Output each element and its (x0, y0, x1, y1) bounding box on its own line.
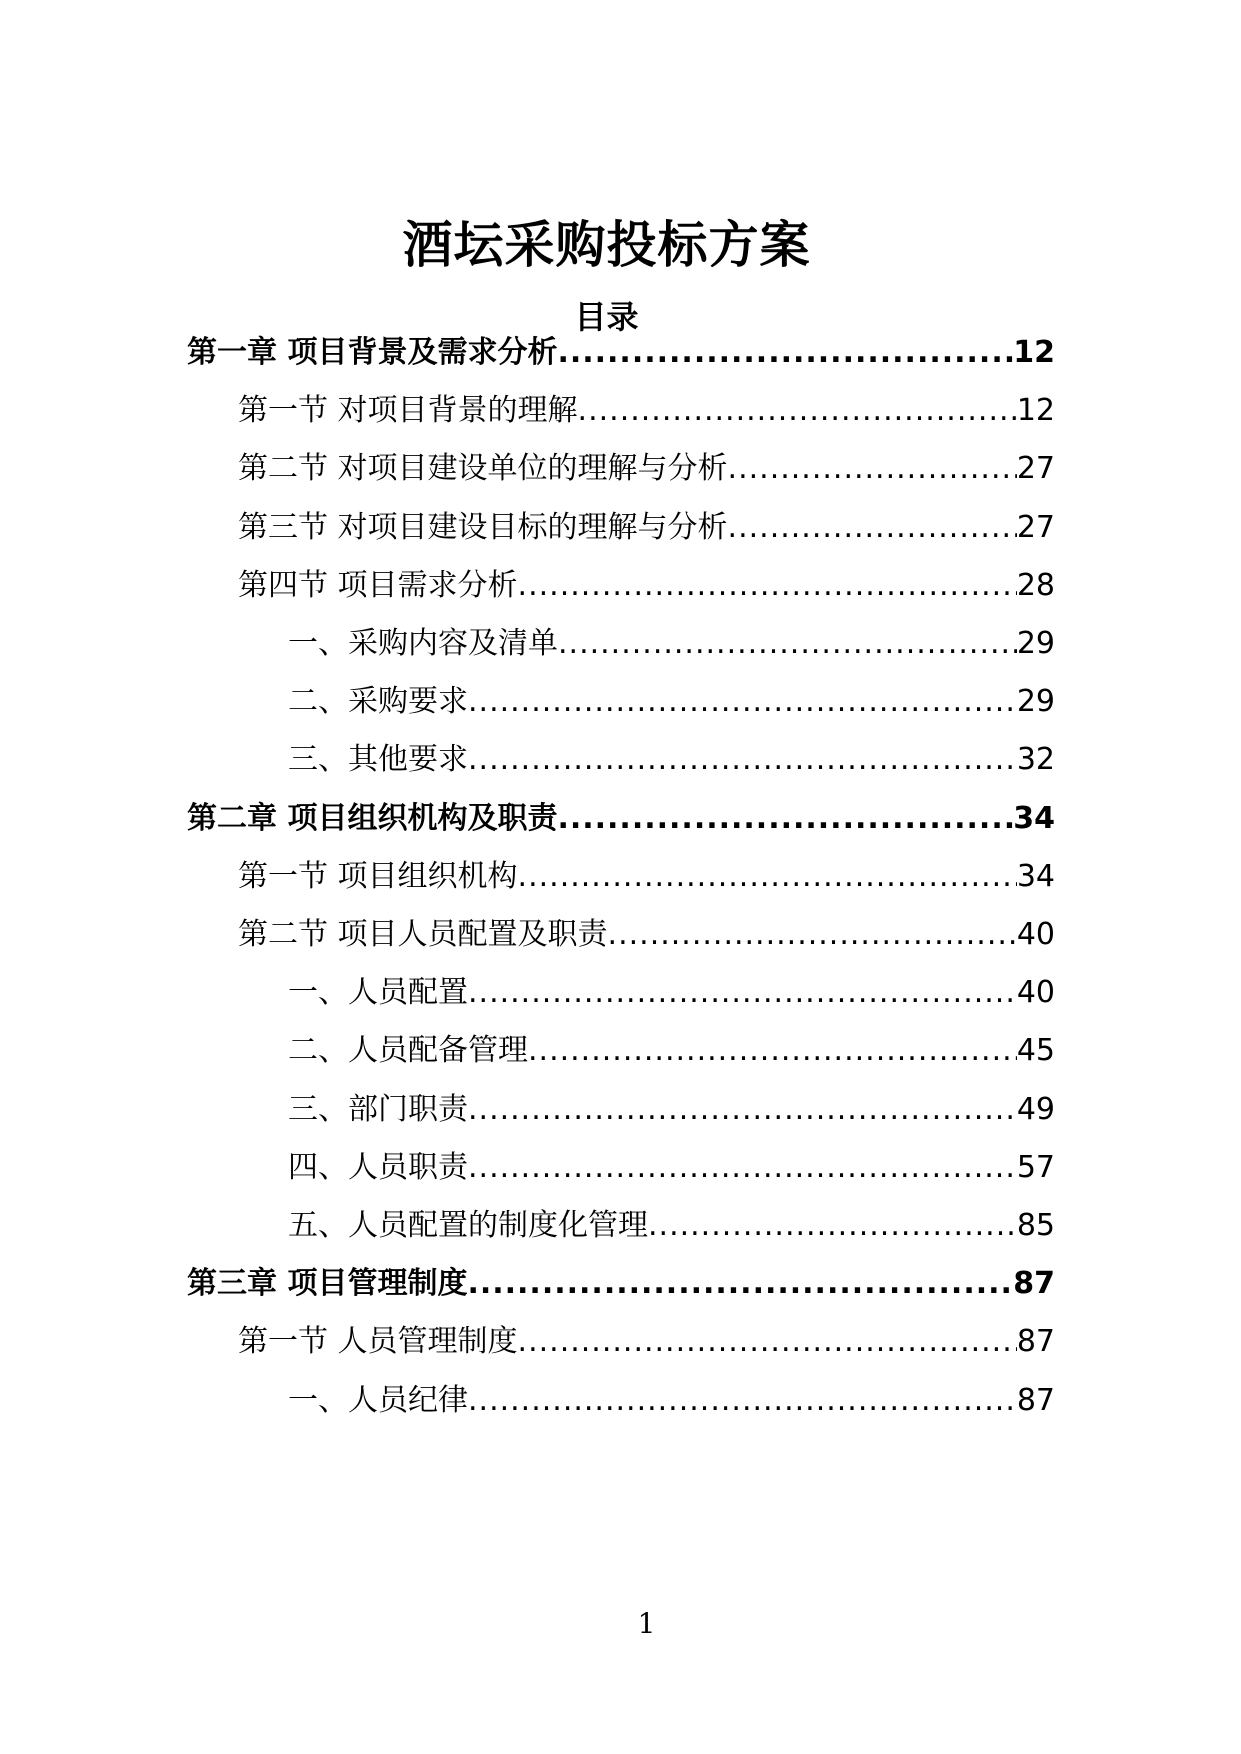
toc-entry[interactable] (288, 1026, 1055, 1076)
toc-dot-leader (468, 1143, 1017, 1193)
toc-entry-title: 第四节 项目需求分析 (238, 568, 518, 603)
toc-entry-title: 第一节 对项目背景的理解 (238, 393, 578, 428)
toc-dot-leader (578, 386, 1017, 436)
toc-heading: 目录 (574, 297, 639, 336)
toc-entry[interactable] (238, 1317, 1055, 1367)
toc-dot-leader (608, 910, 1017, 960)
toc-entry-title: 三、其他要求 (288, 742, 468, 777)
toc-entry[interactable] (187, 794, 1055, 844)
toc-dot-leader (528, 1026, 1017, 1076)
toc-dot-leader (467, 1259, 1013, 1309)
toc-dot-leader (468, 1085, 1017, 1135)
toc-entry-page-number: 27 (1016, 451, 1055, 486)
toc-entry-page-number: 49 (1016, 1092, 1055, 1127)
toc-entry[interactable] (238, 910, 1055, 960)
toc-entry[interactable] (238, 503, 1055, 553)
toc-entry[interactable] (238, 386, 1055, 436)
toc-entry-title: 第一章 项目背景及需求分析 (187, 335, 558, 370)
toc-entry-page-number: 40 (1016, 975, 1055, 1010)
toc-entry[interactable] (238, 852, 1055, 902)
toc-entry[interactable] (238, 561, 1055, 611)
toc-entry[interactable] (288, 735, 1055, 785)
toc-entry-title: 一、人员配置 (288, 975, 468, 1010)
page-number: 1 (637, 1607, 656, 1640)
document-title: 酒坛采购投标方案 (402, 215, 811, 274)
toc-entry-page-number: 87 (1016, 1383, 1055, 1418)
toc-entry[interactable] (238, 444, 1055, 494)
toc-entry-page-number: 87 (1013, 1266, 1055, 1301)
toc-entry-page-number: 32 (1016, 742, 1055, 777)
toc-dot-leader (728, 503, 1017, 553)
toc-entry-title: 四、人员职责 (288, 1150, 468, 1185)
toc-dot-leader (518, 1317, 1017, 1367)
toc-entry-title: 第二章 项目组织机构及职责 (187, 801, 558, 836)
toc-entry-title: 三、部门职责 (288, 1092, 468, 1127)
toc-entry[interactable] (288, 1376, 1055, 1426)
toc-entry-title: 二、人员配备管理 (288, 1033, 528, 1068)
toc-entry-title: 第一节 人员管理制度 (238, 1324, 518, 1359)
toc-entry-title: 第一节 项目组织机构 (238, 859, 518, 894)
toc-entry[interactable] (288, 968, 1055, 1018)
toc-entry-title: 五、人员配置的制度化管理 (288, 1208, 648, 1243)
toc-entry-page-number: 34 (1013, 801, 1055, 836)
toc-entry-page-number: 29 (1016, 626, 1055, 661)
toc-entry-title: 第三节 对项目建设目标的理解与分析 (238, 510, 728, 545)
toc-entry-page-number: 12 (1016, 393, 1055, 428)
toc-entry-page-number: 57 (1016, 1150, 1055, 1185)
toc-entry-page-number: 45 (1016, 1033, 1055, 1068)
toc-entry[interactable] (187, 328, 1055, 378)
toc-entry[interactable] (288, 619, 1055, 669)
toc-dot-leader (468, 1376, 1017, 1426)
toc-dot-leader (468, 968, 1017, 1018)
toc-entry-title: 第三章 项目管理制度 (187, 1266, 468, 1301)
toc-dot-leader (518, 561, 1017, 611)
toc-entry-page-number: 12 (1013, 335, 1055, 370)
toc-dot-leader (468, 735, 1017, 785)
toc-dot-leader (557, 794, 1013, 844)
toc-entry-title: 一、采购内容及清单 (288, 626, 558, 661)
toc-dot-leader (518, 852, 1017, 902)
toc-entry[interactable] (288, 1201, 1055, 1251)
toc-entry-page-number: 28 (1016, 568, 1055, 603)
toc-entry-title: 一、人员纪律 (288, 1383, 468, 1418)
toc-entry-title: 二、采购要求 (288, 684, 468, 719)
toc-entry-title: 第二节 项目人员配置及职责 (238, 917, 608, 952)
toc-entry-page-number: 27 (1016, 510, 1055, 545)
toc-entry-page-number: 87 (1016, 1324, 1055, 1359)
toc-dot-leader (728, 444, 1017, 494)
toc-dot-leader (558, 619, 1017, 669)
toc-entry[interactable] (187, 1259, 1055, 1309)
toc-entry[interactable] (288, 1143, 1055, 1193)
toc-entry-page-number: 29 (1016, 684, 1055, 719)
toc-entry-page-number: 85 (1016, 1208, 1055, 1243)
toc-entry-page-number: 40 (1016, 917, 1055, 952)
toc-dot-leader (468, 677, 1017, 727)
toc-entry-page-number: 34 (1016, 859, 1055, 894)
toc-dot-leader (557, 328, 1013, 378)
toc-entry-title: 第二节 对项目建设单位的理解与分析 (238, 451, 728, 486)
toc-entry[interactable] (288, 677, 1055, 727)
toc-entry[interactable] (288, 1085, 1055, 1135)
toc-dot-leader (648, 1201, 1017, 1251)
